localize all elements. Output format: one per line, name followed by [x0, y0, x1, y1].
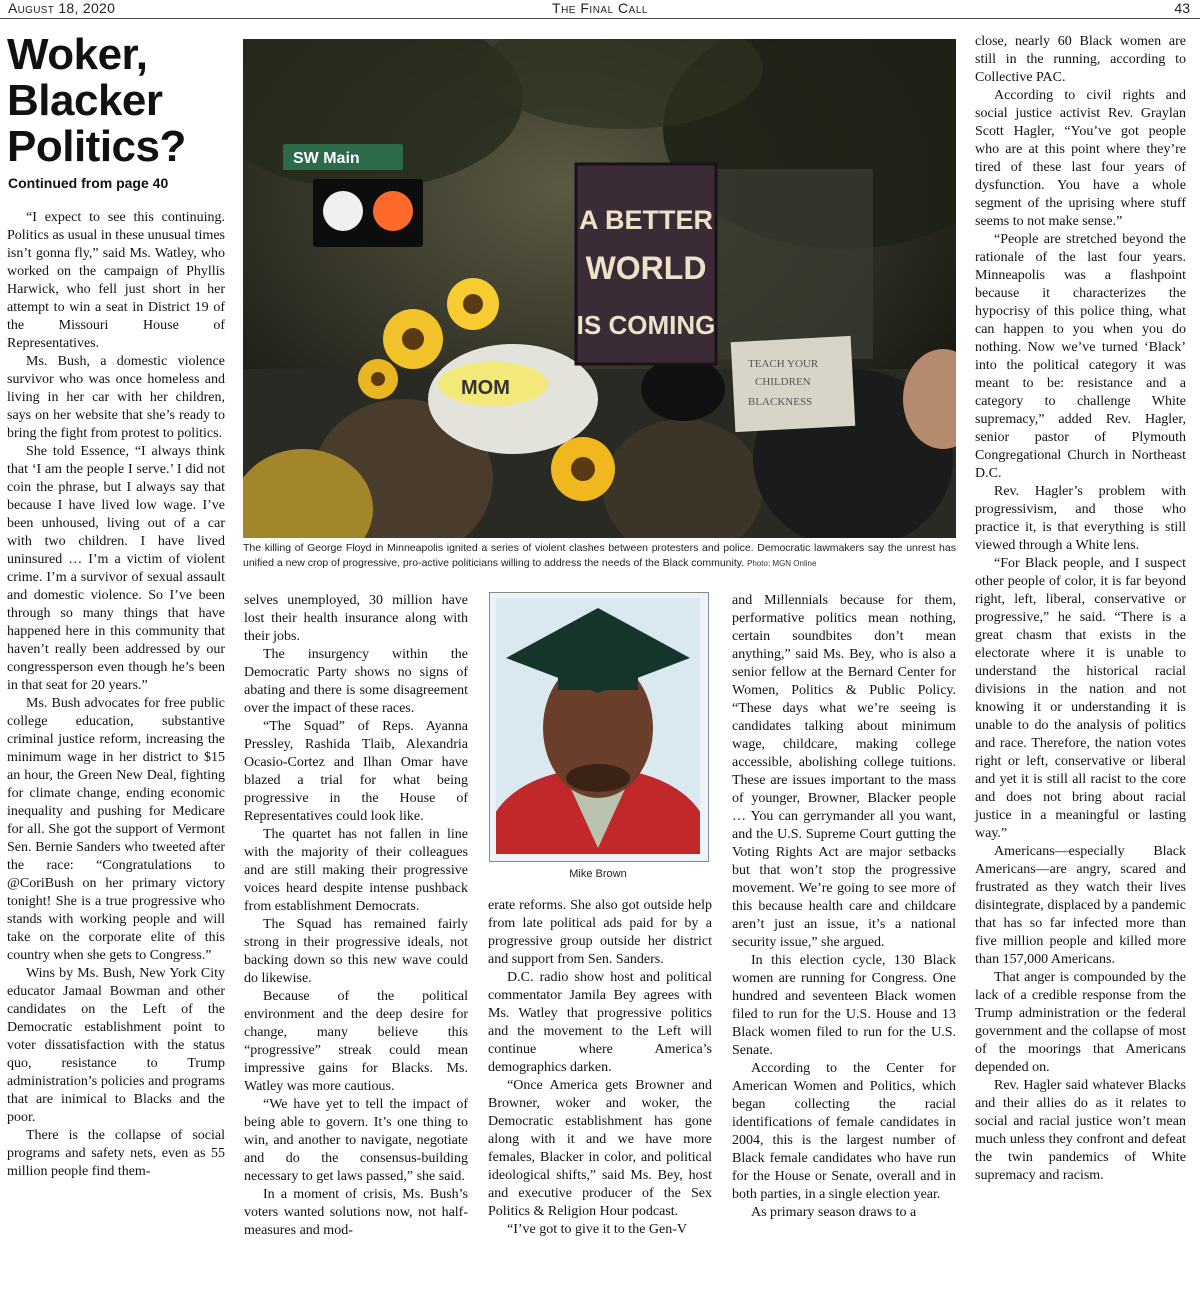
page-number: 43	[1174, 0, 1190, 16]
paragraph: Ms. Bush advocates for free public college education, substantive criminal justice reform, increasing the minimum wage in her district to $15 an hour, the Green New Deal, fighting for climate change, ending economic inequality and pushing for Medicare for all. She got the support of Vermont Sen. Bernie Sanders who tweeted after the race: “Congratulations to @CoriBush on her primary victory tonight! She is a true progressive who stands with working people and will take on the corporate elite of this country when she gets to Congress.”	[7, 696, 225, 963]
paragraph: “The Squad” of Reps. Ayanna Pressley, Rashida Tlaib, Alexandria Ocasio-Cortez and Ilhan Omar have blazed a trial for what being progressive in the House of Representatives could look like.	[244, 719, 468, 824]
paragraph: Ms. Bush, a domestic violence survivor who was once homeless and living in her car with her children, says on her website that she’s ready to bring the fight from protest to politics.	[7, 354, 225, 441]
article-column-5	[975, 33, 1186, 1185]
issue-date: August 18, 2020	[8, 0, 116, 16]
paragraph: “We have yet to tell the impact of being able to govern. It’s one thing to win, and another to navigate, negotiate and do the consensus-building necessary to get laws passed,” she said.	[244, 1097, 468, 1184]
paragraph: That anger is compounded by the lack of a credible response from the Trump administration or the federal government and the collapse of most of the moorings that Americans depended on.	[975, 970, 1186, 1075]
street-sign-text: SW Main	[293, 150, 360, 167]
paragraph: According to the Center for American Women and Politics, which began collecting the racial identifications of female candidates in 2004, this is the largest number of Black female candidates who have run for the House or Senate, overall and in both parties, in a single election year.	[732, 1061, 956, 1202]
article-column-1	[7, 209, 225, 1181]
sign-line-1: A BETTER	[579, 205, 713, 235]
svg-text:CHILDREN: CHILDREN	[755, 376, 811, 388]
paragraph: selves unemployed, 30 million have lost their health insurance along with their jobs.	[244, 593, 468, 644]
protest-photo	[243, 39, 956, 538]
photo-caption-text: The killing of George Floyd in Minneapolis ignited a series of violent clashes between protesters and police. Democratic lawmakers say the unrest has unified a new crop of progressive, pro-active politicians willing to address the needs of the Black community.	[243, 542, 956, 569]
paragraph: “Once America gets Browner and Browner, woker and woker, the Democratic establishment has gone along with it and we have more females, Blacker in color, and political ideological shifts,” said Ms. Bey, host and executive producer of the Sex Politics & Religion Hour podcast.	[488, 1078, 712, 1219]
paragraph: As primary season draws to a	[751, 1205, 917, 1220]
protest-sign-secondary	[731, 336, 856, 432]
publication-name: The Final Call	[552, 0, 648, 16]
paragraph: “For Black people, and I suspect other people of color, it is far beyond right, left, liberal, conservative or progressive,” he said. “There is a great chasm that exists in the electorate where it is unable to understand the historical racial divisions in the nation and not knowing it or understanding it is unable to do the analysis of politics and race. Therefore, the nation votes right or left, conservative or liberal and yet it is still all racist to the core and does not bring about racial justice in a meaningful or lasting way.”	[975, 556, 1186, 841]
paragraph: “I’ve got to give it to the Gen-V	[507, 1222, 688, 1237]
paragraph: “I expect to see this continuing. Politics as usual in these unusual times isn’t gonna fly,” said Ms. Watley, who worked on the campaign of Phyllis Harwick, who fell just short in her attempt to win a seat in District 19 of the Missouri House of Representatives.	[7, 210, 225, 351]
protest-illustration	[243, 39, 956, 538]
street-sign	[283, 144, 403, 170]
paragraph: erate reforms. She also got outside help from late political ads paid for by a progressive group outside her district and support from Sen. Sanders.	[488, 898, 712, 967]
paragraph: D.C. radio show host and political commentator Jamila Bey agrees with Ms. Watley that progressive politics and the movement to the Left will continue where America’s demographics darken.	[488, 970, 712, 1075]
article-column-4	[732, 592, 956, 1222]
helmet-text: MOM	[461, 377, 510, 399]
paragraph: In a moment of crisis, Ms. Bush’s voters wanted solutions now, not half-measures and mod-	[244, 1187, 468, 1238]
continued-from: Continued from page 40	[8, 175, 169, 191]
paragraph: According to civil rights and social justice activist Rev. Graylan Scott Hagler, “You’ve got people who are at this point where they’re tired of these last four years of dysfunction. You have a whole segment of the uprising where stuff seems to not make sense.”	[975, 88, 1186, 229]
paragraph: There is the collapse of social programs and safety nets, even as 55 million people find them-	[7, 1128, 225, 1179]
paragraph: close, nearly 60 Black women are still in the running, according to Collective PAC.	[975, 34, 1186, 85]
photo-caption	[243, 541, 956, 571]
headline: Woker, Blacker Politics?	[7, 30, 186, 171]
bike-helmet	[428, 344, 598, 454]
paragraph: “People are stretched beyond the rationale of the last four years. Minneapolis was a flashpoint because it characterizes the hypocrisy of this police thing, what can happen to you when you do nothing. Now we’ve turned ‘Black’ into the political category it was meant to be: resistance and a category to challenge White supremacy,” added Rev. Hagler, senior pastor of Plymouth Congregational Church in Northeast D.C.	[975, 232, 1186, 481]
paragraph: The insurgency within the Democratic Party shows no signs of abating and there is some disagreement over the impact of these races.	[244, 647, 468, 716]
portrait-photo	[489, 592, 709, 862]
paragraph: Rev. Hagler’s problem with progressivism, and those who practice it, is that everything is still viewed through a White lens.	[975, 484, 1186, 553]
paragraph: In this election cycle, 130 Black women are running for Congress. One hundred and seventeen Black women filed to run for the U.S. House and 13 Black women filed to run for the U.S. Senate.	[732, 953, 956, 1058]
paragraph: Americans—especially Black Americans—are angry, scared and frustrated as they watch their lives disintegrate, displaced by a pandemic that has so far infected more than five million people and killed more than 157,000 Americans.	[975, 844, 1186, 967]
protest-sign-main	[576, 164, 716, 364]
paragraph: She told Essence, “I always think that ‘I am the people I serve.’ I did not coin the phrase, but I always say that because I have lived low wage. I’ve been unhoused, living out of a car with two children. I have lived uninsured … I’m a victim of violent crime. I’m a survivor of sexual assault and domestic violence. So I’ve been through so many things that have happened here in this community that haven’t really been addressed by our congressperson even though he’s been in that seat for 20 years.”	[7, 444, 225, 693]
paragraph: Rev. Hagler said whatever Blacks and their allies do as it relates to social and racial justice won’t mean much unless they confront and defeat the twin pandemics of White supremacy and racism.	[975, 1078, 1186, 1183]
article-column-2	[244, 592, 468, 1240]
article-column-3	[488, 897, 712, 1239]
page-header	[6, 0, 1194, 18]
portrait-caption: Mike Brown	[569, 868, 627, 880]
svg-text:BLACKNESS: BLACKNESS	[748, 396, 813, 408]
sign-line-2: WORLD	[585, 250, 707, 286]
pedestrian-signal-icon	[313, 179, 423, 247]
photo-credit: Photo: MGN Online	[747, 559, 817, 568]
paragraph: Wins by Ms. Bush, New York City educator Jamaal Bowman and other candidates on the Left of the Democratic establishment point to voter dissatisfaction with the status quo, resistance to Trump administration’s policies and programs that are inimical to Blacks and the poor.	[7, 966, 225, 1125]
portrait-illustration	[496, 598, 700, 854]
header-rule	[0, 18, 1200, 19]
paragraph: Because of the political environment and the deep desire for change, many believe this “progressive” streak could mean impressive gains for Blacks. Ms. Watley was more cautious.	[244, 989, 468, 1094]
paragraph: The Squad has remained fairly strong in their progressive ideals, not backing down so this new wave could do likewise.	[244, 917, 468, 986]
svg-text:TEACH YOUR: TEACH YOUR	[748, 358, 819, 370]
paragraph: and Millennials because for them, performative politics mean nothing, certain soundbites don’t mean anything,” said Ms. Bey, who is also a senior fellow at the Bernard Center for Women, Politics & Public Policy. “These days what we’re seeing is candidates talking about minimum wage, childcare, making college accessible, abolishing college tuitions. These are issues important to the mass of younger, Browner, Blacker people … You can gerrymander all you want, and the U.S. Supreme Court gutting the Voting Rights Act are major setbacks but that won’t stop the progressive movement. We’re going to see more of this because health care and childcare aren’t just an issue, it’s a national security issue,” she argued.	[732, 593, 956, 950]
paragraph: The quartet has not fallen in line with the majority of their colleagues and are still making their progressive voices heard despite intense pushback from establishment Democrats.	[244, 827, 468, 914]
sign-line-3: IS COMING	[576, 310, 716, 340]
